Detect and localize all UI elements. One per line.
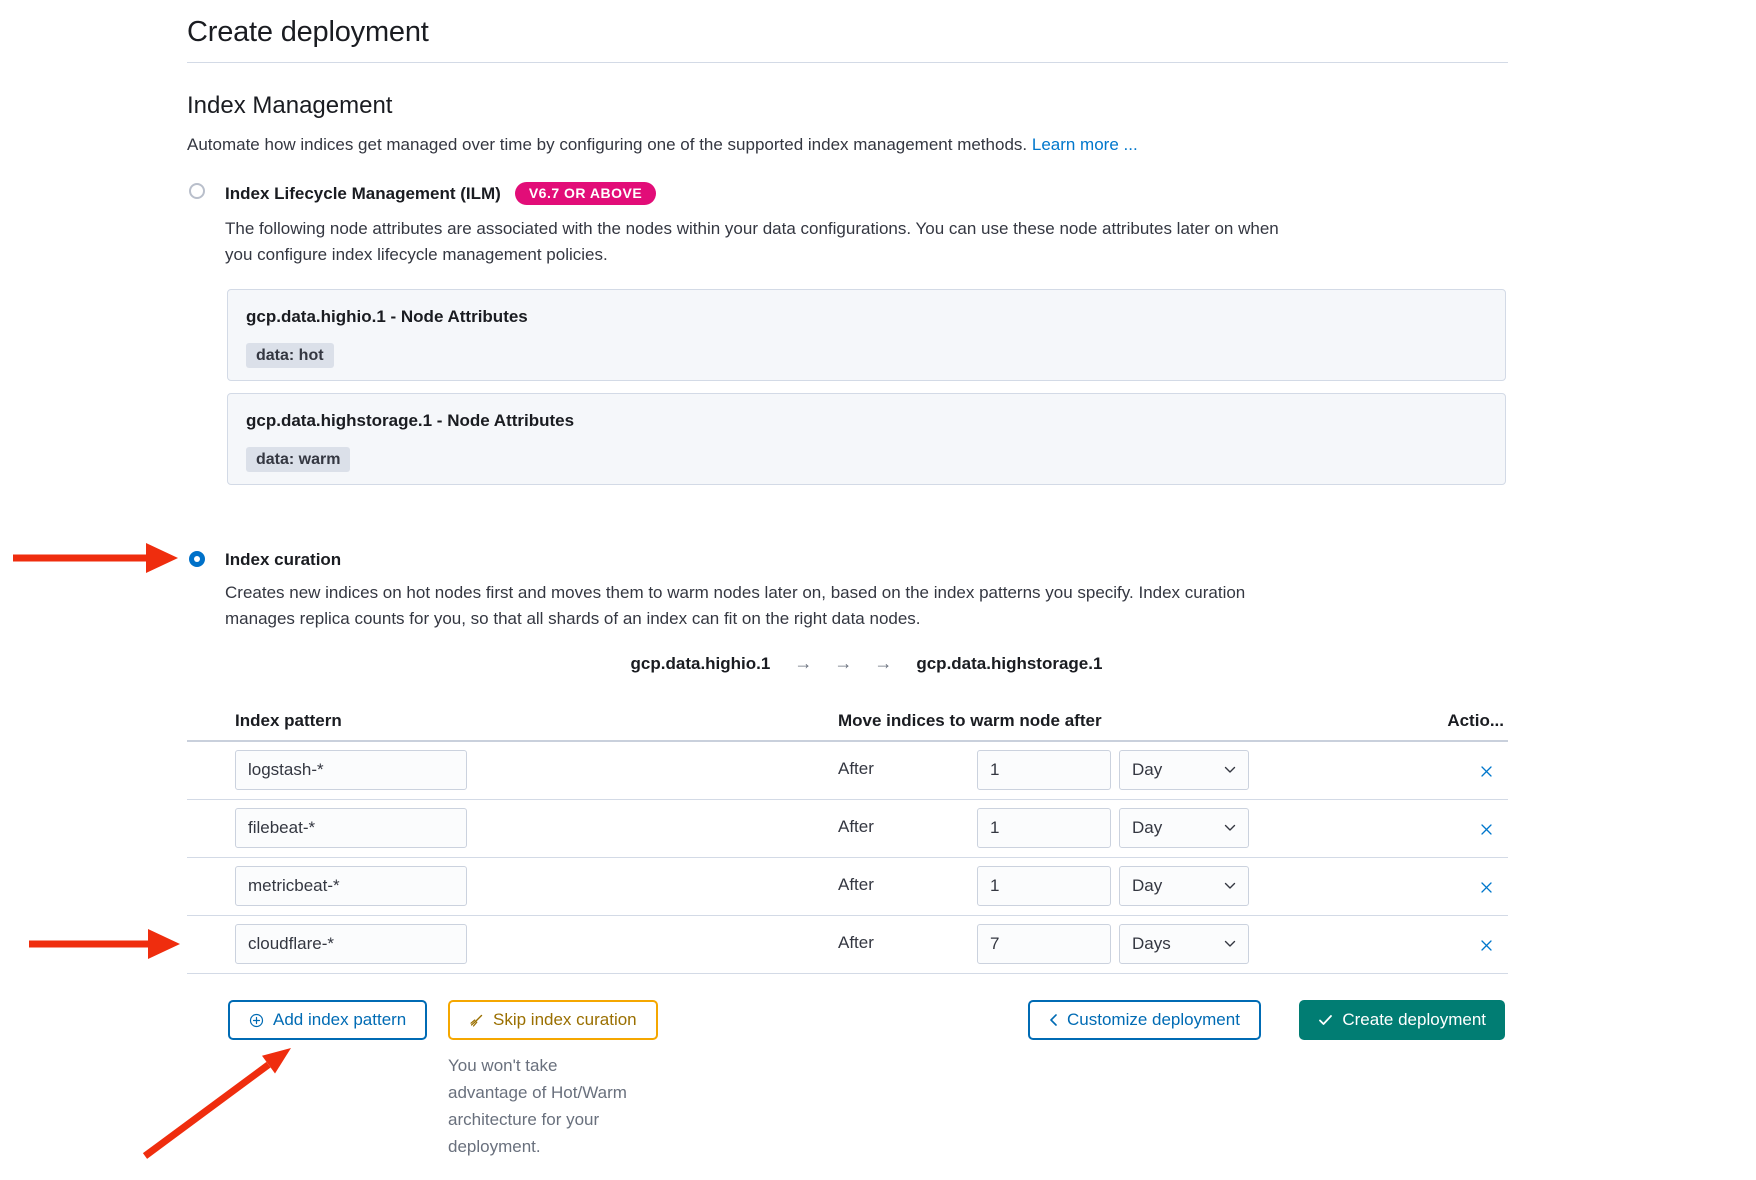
close-icon: [1480, 881, 1493, 894]
duration-value-input[interactable]: [977, 866, 1111, 906]
index-pattern-table: [187, 742, 1508, 974]
table-row: [187, 916, 1508, 974]
create-deployment-label: Create deployment: [1342, 1010, 1486, 1029]
customize-deployment-label: Customize deployment: [1067, 1010, 1240, 1029]
add-index-pattern-button[interactable]: [228, 1000, 427, 1040]
duration-value-input[interactable]: [977, 924, 1111, 964]
arrow-right-icon: →: [794, 653, 813, 673]
duration-unit-select[interactable]: [1119, 924, 1249, 964]
duration-unit-value: Days: [1132, 934, 1171, 953]
chevron-down-icon: [1224, 882, 1236, 890]
table-row: [187, 800, 1508, 858]
remove-row-button[interactable]: [1478, 763, 1495, 780]
ilm-option-header: [225, 182, 656, 205]
after-label: After: [838, 933, 874, 952]
node-attributes-card-highio: [227, 289, 1506, 381]
create-deployment-button[interactable]: [1299, 1000, 1505, 1040]
flow-target-node: gcp.data.highstorage.1: [916, 653, 1103, 673]
ilm-radio-button[interactable]: [189, 183, 205, 199]
close-icon: [1480, 765, 1493, 778]
duration-unit-value: Day: [1132, 818, 1163, 837]
index-curation-radio-button[interactable]: [189, 551, 205, 567]
duration-value-input[interactable]: [977, 750, 1111, 790]
column-header-actions: Actio...: [1447, 711, 1504, 730]
node-flow: [227, 653, 1506, 674]
curation-option-description: Creates new indices on hot nodes first and moves them to warm nodes later on, based on the index patterns you specify. Index curation manages replica counts for you, so that all shards of an index can fit on the right data nodes.: [225, 583, 1246, 628]
node-attributes-card-highstorage: [227, 393, 1506, 485]
ilm-option-description: The following node attributes are associated with the nodes within your data configurations. You can use these node attributes later on when you configure index lifecycle management policies.: [225, 219, 1279, 264]
table-row: [187, 742, 1508, 800]
title-divider: [187, 62, 1508, 63]
duration-unit-value: Day: [1132, 876, 1163, 895]
duration-unit-select[interactable]: [1119, 750, 1249, 790]
chevron-down-icon: [1224, 940, 1236, 948]
add-index-pattern-label: Add index pattern: [273, 1010, 407, 1029]
skip-index-curation-label: Skip index curation: [493, 1010, 637, 1029]
column-header-move-after: Move indices to warm node after: [838, 711, 1102, 730]
after-label: After: [838, 875, 874, 894]
chevron-left-icon: [1049, 1013, 1058, 1027]
annotation-arrow-index-curation: [13, 543, 178, 573]
ilm-option-label: Index Lifecycle Management (ILM): [225, 183, 501, 203]
index-pattern-input[interactable]: [235, 750, 467, 790]
close-icon: [1480, 823, 1493, 836]
curation-option-label: Index curation: [225, 550, 342, 569]
duration-unit-value: Day: [1132, 760, 1163, 779]
duration-value-input[interactable]: [977, 808, 1111, 848]
table-row: [187, 858, 1508, 916]
plus-circle-icon: [249, 1013, 264, 1028]
column-header-index-pattern: Index pattern: [235, 711, 342, 730]
node-attribute-badge: data: hot: [246, 343, 334, 368]
customize-deployment-button[interactable]: [1028, 1000, 1261, 1040]
chevron-down-icon: [1224, 766, 1236, 774]
node-card-title: gcp.data.highio.1 - Node Attributes: [246, 307, 528, 326]
annotation-arrow-cloudflare-row: [29, 929, 180, 959]
learn-more-link[interactable]: Learn more ...: [1031, 135, 1138, 154]
index-pattern-input[interactable]: [235, 866, 467, 906]
duration-unit-select[interactable]: [1119, 808, 1249, 848]
arrow-right-icon: →: [834, 653, 853, 673]
index-pattern-input[interactable]: [235, 808, 467, 848]
broom-icon: [469, 1013, 484, 1028]
after-label: After: [838, 817, 874, 836]
after-label: After: [838, 759, 874, 778]
remove-row-button[interactable]: [1478, 937, 1495, 954]
main-content: [187, 0, 1508, 1180]
arrow-right-icon: →: [874, 653, 893, 673]
flow-source-node: gcp.data.highio.1: [630, 653, 771, 673]
section-heading: Index Management: [187, 92, 393, 119]
duration-unit-select[interactable]: [1119, 866, 1249, 906]
skip-index-curation-button[interactable]: [448, 1000, 658, 1040]
chevron-down-icon: [1224, 824, 1236, 832]
version-badge: V6.7 OR ABOVE: [515, 182, 656, 205]
check-icon: [1318, 1014, 1333, 1026]
remove-row-button[interactable]: [1478, 821, 1495, 838]
section-description: [187, 133, 1138, 157]
close-icon: [1480, 939, 1493, 952]
index-pattern-input[interactable]: [235, 924, 467, 964]
section-description-text: Automate how indices get managed over time by configuring one of the supported index management methods.: [187, 135, 1028, 154]
node-card-title: gcp.data.highstorage.1 - Node Attributes: [246, 411, 575, 430]
skip-warning-text: You won't take advantage of Hot/Warm architecture for your deployment.: [448, 1056, 627, 1156]
flow-arrows: [794, 653, 892, 674]
remove-row-button[interactable]: [1478, 879, 1495, 896]
node-attribute-badge: data: warm: [246, 447, 350, 472]
page-title: Create deployment: [187, 16, 429, 48]
curation-option-header: [225, 550, 341, 570]
